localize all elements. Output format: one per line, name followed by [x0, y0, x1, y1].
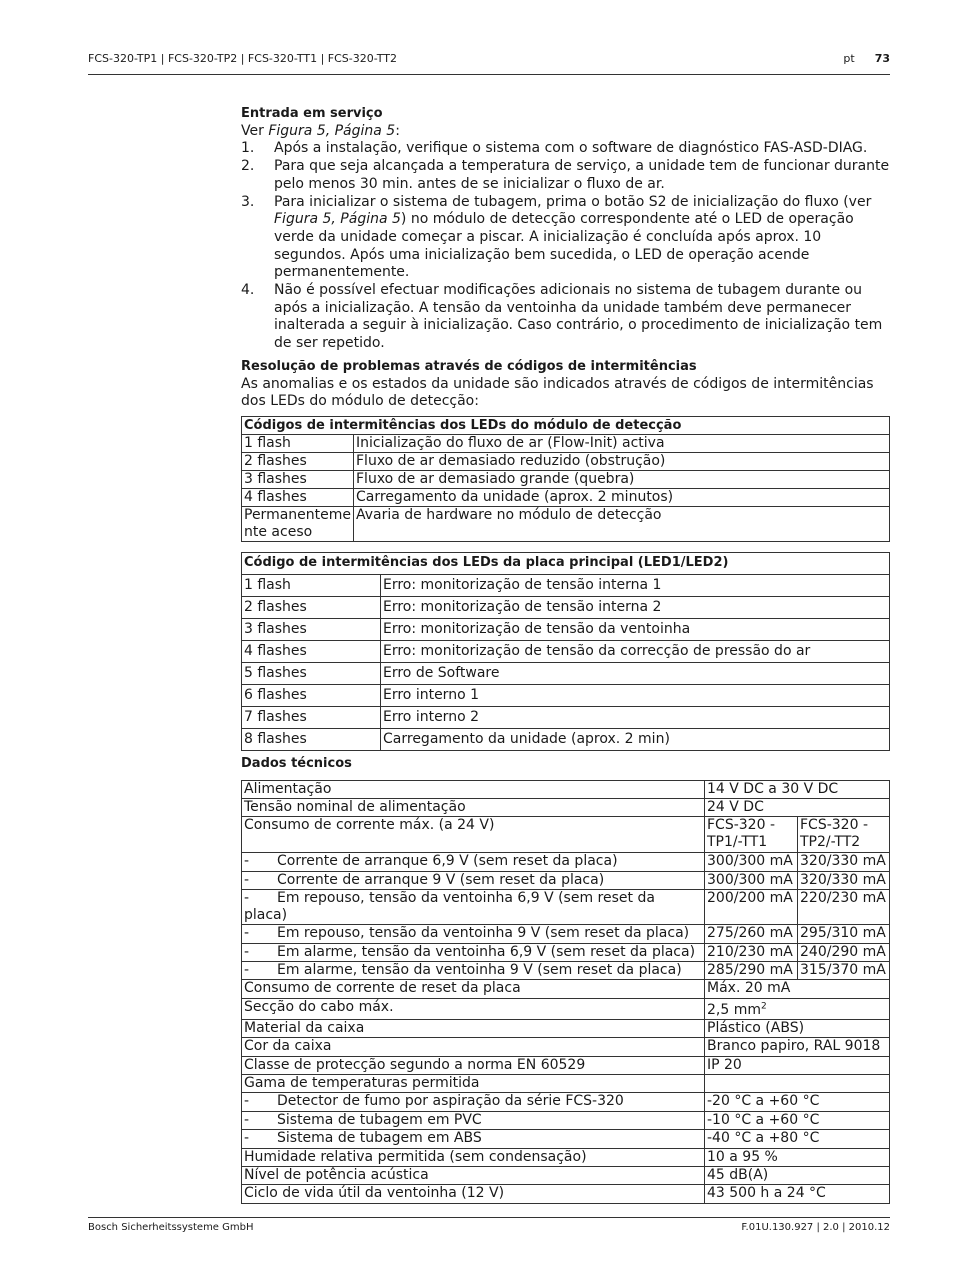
spec-value: 200/200 mA — [705, 890, 798, 925]
table-row — [242, 488, 890, 506]
spec-column-heading: FCS-320 -TP2/-TT2 — [798, 817, 890, 853]
spec-label: Cor da caixa — [242, 1038, 705, 1056]
spec-value: 240/290 mA — [798, 943, 890, 961]
bullet-dash: - — [244, 890, 250, 907]
spec-label: Secção do cabo máx. — [242, 998, 705, 1019]
header-language: pt — [843, 52, 855, 65]
bullet-dash: - — [244, 853, 250, 870]
table-row — [242, 871, 890, 889]
spec-value: Máx. 20 mA — [705, 980, 890, 998]
flash-description: Erro: monitorização de tensão da correcção de pressão do ar — [381, 640, 890, 662]
spec-label-text: Em repouso, tensão da ventoinha 6,9 V (sem reset da placa) — [244, 890, 655, 924]
troubleshooting-heading: Resolução de problemas através de códigos de intermitências — [241, 358, 697, 374]
spec-value: 315/370 mA — [798, 962, 890, 980]
table-row — [242, 596, 890, 618]
table-title: Códigos de intermitências dos LEDs do módulo de detecção — [242, 416, 890, 434]
spec-label — [242, 962, 705, 980]
detection-module-table — [241, 416, 890, 542]
spec-value: 14 V DC a 30 V DC — [705, 780, 890, 798]
table-row — [242, 998, 890, 1019]
list-item — [241, 158, 890, 193]
step-text: Após a instalação, verifique o sistema com o software de diagnóstico FAS-ASD-DIAG. — [274, 140, 868, 157]
tech-data-heading: Dados técnicos — [241, 755, 352, 771]
table-row — [242, 1166, 890, 1184]
flash-code: 2 flashes — [242, 452, 354, 470]
header-models: FCS-320-TP1 | FCS-320-TP2 | FCS-320-TT1 | FCS-320-TT2 — [88, 52, 397, 65]
table-row — [242, 1074, 890, 1092]
table-row — [242, 506, 890, 541]
table-row — [242, 1019, 890, 1037]
commissioning-intro — [241, 123, 890, 141]
flash-code: 4 flashes — [242, 640, 381, 662]
table-row — [242, 684, 890, 706]
spec-label: Consumo de corrente máx. (a 24 V) — [242, 817, 705, 853]
table-row — [242, 452, 890, 470]
step-text: Não é possível efectuar modificações adicionais no sistema de tubagem durante ou após a inicialização. A tensão da ventoinha da unidade também deve permanecer inalterada a seguir à inicialização. Caso contrário, o procedimento de inicialização tem de ser repetido. — [274, 282, 883, 352]
header-page-info — [843, 52, 890, 65]
spec-value: 300/300 mA — [705, 853, 798, 871]
intro-suffix: : — [395, 122, 400, 139]
flash-code: 6 flashes — [242, 684, 381, 706]
flash-description: Erro interno 1 — [381, 684, 890, 706]
table-row — [242, 1038, 890, 1056]
spec-value: 220/230 mA — [798, 890, 890, 925]
table-row — [242, 780, 890, 798]
spec-label-text: Sistema de tubagem em PVC — [277, 1111, 482, 1128]
flash-code: 1 flash — [242, 434, 354, 452]
spec-value: IP 20 — [705, 1056, 890, 1074]
spec-label — [242, 1093, 705, 1111]
table-row — [242, 943, 890, 961]
flash-description: Erro interno 2 — [381, 706, 890, 728]
table-row — [242, 817, 890, 853]
spec-value: 320/330 mA — [798, 871, 890, 889]
commissioning-steps — [241, 140, 890, 352]
tech-data-table — [241, 780, 890, 1204]
spec-label: Humidade relativa permitida (sem condensação) — [242, 1148, 705, 1166]
header-rule — [88, 74, 890, 75]
spec-value: 45 dB(A) — [705, 1166, 890, 1184]
spec-value: 24 V DC — [705, 799, 890, 817]
spec-value: 295/310 mA — [798, 925, 890, 943]
flash-code: 3 flashes — [242, 470, 354, 488]
main-board-table — [241, 552, 890, 751]
table-row — [242, 1093, 890, 1111]
spec-column-heading: FCS-320 -TP1/-TT1 — [705, 817, 798, 853]
step-number: 1. — [241, 140, 255, 157]
table-row — [242, 925, 890, 943]
table-row — [242, 799, 890, 817]
spec-label-text: Sistema de tubagem em ABS — [277, 1130, 482, 1147]
flash-code: 4 flashes — [242, 488, 354, 506]
table-row — [242, 618, 890, 640]
troubleshooting-intro: As anomalias e os estados da unidade são indicados através de códigos de intermitências dos LEDs do módulo de detecção: — [241, 375, 874, 410]
step-number: 4. — [241, 282, 255, 299]
flash-description: Inicialização do fluxo de ar (Flow-Init) activa — [354, 434, 890, 452]
step-text: Para que seja alcançada a temperatura de serviço, a unidade tem de funcionar durante pelo menos 30 min. antes de se inicializar o fluxo de ar. — [274, 158, 890, 192]
spec-label-text: Em alarme, tensão da ventoinha 6,9 V (sem reset da placa) — [277, 943, 696, 960]
bullet-dash: - — [244, 925, 250, 942]
spec-value: 10 a 95 % — [705, 1148, 890, 1166]
spec-value: 300/300 mA — [705, 871, 798, 889]
bullet-dash: - — [244, 943, 250, 960]
flash-description: Avaria de hardware no módulo de detecção — [354, 506, 890, 541]
flash-code: 1 flash — [242, 574, 381, 596]
table-header-row — [242, 416, 890, 434]
spec-label — [242, 1130, 705, 1148]
list-item — [241, 140, 890, 158]
flash-code: 8 flashes — [242, 728, 381, 750]
table-row — [242, 1056, 890, 1074]
step-text-pre: Para inicializar o sistema de tubagem, prima o botão S2 de inicialização do fluxo (ver — [274, 193, 872, 210]
spec-label — [242, 871, 705, 889]
flash-description: Carregamento da unidade (aprox. 2 minutos) — [354, 488, 890, 506]
spec-value: 43 500 h a 24 °C — [705, 1185, 890, 1203]
table-header-row — [242, 552, 890, 574]
table-row — [242, 1111, 890, 1129]
spec-label: Gama de temperaturas permitida — [242, 1074, 705, 1092]
table-row — [242, 470, 890, 488]
table-row — [242, 1148, 890, 1166]
spec-value: -20 °C a +60 °C — [705, 1093, 890, 1111]
cable-unit-superscript: 2 — [761, 1001, 767, 1012]
intro-figure-ref: Figura 5, Página 5 — [268, 122, 396, 139]
table-row — [242, 728, 890, 750]
table-row — [242, 962, 890, 980]
footer-rule — [88, 1217, 890, 1218]
spec-label — [242, 890, 705, 925]
table-row — [242, 890, 890, 925]
flash-description: Erro: monitorização de tensão interna 1 — [381, 574, 890, 596]
spec-label: Tensão nominal de alimentação — [242, 799, 705, 817]
flash-code: 7 flashes — [242, 706, 381, 728]
spec-label: Ciclo de vida útil da ventoinha (12 V) — [242, 1185, 705, 1203]
spec-value: 320/330 mA — [798, 853, 890, 871]
spec-value: Branco papiro, RAL 9018 — [705, 1038, 890, 1056]
footer-document-id: F.01U.130.927 | 2.0 | 2010.12 — [741, 1222, 890, 1233]
spec-value: 210/230 mA — [705, 943, 798, 961]
list-item — [241, 282, 890, 353]
spec-label: Nível de potência acústica — [242, 1166, 705, 1184]
spec-value: 275/260 mA — [705, 925, 798, 943]
step-number: 2. — [241, 158, 255, 175]
flash-description: Erro: monitorização de tensão da ventoinha — [381, 618, 890, 640]
step-text-post: ) no módulo de detecção correspondente até o LED de operação verde da unidade começar a piscar. A inicialização é concluída após aprox. 10 segundos. Após uma inicialização bem sucedida, o LED de operação acende permanentemente. — [274, 211, 854, 281]
bullet-dash: - — [244, 1130, 250, 1147]
spec-label: Material da caixa — [242, 1019, 705, 1037]
table-row — [242, 980, 890, 998]
cable-value: 2,5 mm — [707, 1001, 761, 1018]
table-row — [242, 1130, 890, 1148]
table-row — [242, 853, 890, 871]
flash-code: 2 flashes — [242, 596, 381, 618]
table-row — [242, 574, 890, 596]
flash-code: 5 flashes — [242, 662, 381, 684]
commissioning-heading: Entrada em serviço — [241, 106, 383, 121]
list-item — [241, 194, 890, 283]
spec-value: -40 °C a +80 °C — [705, 1130, 890, 1148]
spec-label-text: Em repouso, tensão da ventoinha 9 V (sem reset da placa) — [277, 925, 690, 942]
bullet-dash: - — [244, 1093, 250, 1110]
intro-prefix: Ver — [241, 122, 269, 139]
spec-label — [242, 853, 705, 871]
table-row — [242, 662, 890, 684]
flash-description: Fluxo de ar demasiado reduzido (obstrução) — [354, 452, 890, 470]
spec-label: Alimentação — [242, 780, 705, 798]
step-figure-ref: Figura 5, Página 5 — [274, 211, 401, 228]
flash-code: Permanenteme nte aceso — [242, 506, 354, 541]
step-number: 3. — [241, 193, 255, 210]
spec-value — [705, 998, 890, 1019]
spec-label — [242, 925, 705, 943]
spec-label: Classe de protecção segundo a norma EN 60529 — [242, 1056, 705, 1074]
spec-value: Plástico (ABS) — [705, 1019, 890, 1037]
flash-description: Erro de Software — [381, 662, 890, 684]
spec-value: 285/290 mA — [705, 962, 798, 980]
table-title: Código de intermitências dos LEDs da placa principal (LED1/LED2) — [242, 552, 890, 574]
flash-code: 3 flashes — [242, 618, 381, 640]
bullet-dash: - — [244, 871, 250, 888]
spec-label-text: Em alarme, tensão da ventoinha 9 V (sem reset da placa) — [277, 962, 682, 978]
spec-value: -10 °C a +60 °C — [705, 1111, 890, 1129]
table-row — [242, 640, 890, 662]
main-content — [241, 105, 890, 1204]
table-row — [242, 434, 890, 452]
spec-label — [242, 943, 705, 961]
spec-label-text: Detector de fumo por aspiração da série FCS-320 — [277, 1093, 624, 1110]
spec-label: Consumo de corrente de reset da placa — [242, 980, 705, 998]
spec-label-text: Corrente de arranque 6,9 V (sem reset da placa) — [277, 853, 618, 870]
flash-description: Fluxo de ar demasiado grande (quebra) — [354, 470, 890, 488]
spec-value — [705, 1074, 890, 1092]
flash-description: Erro: monitorização de tensão interna 2 — [381, 596, 890, 618]
spec-label-text: Corrente de arranque 9 V (sem reset da placa) — [277, 871, 605, 888]
spec-label — [242, 1111, 705, 1129]
bullet-dash: - — [244, 962, 250, 978]
table-row — [242, 1185, 890, 1203]
table-row — [242, 706, 890, 728]
bullet-dash: - — [244, 1111, 250, 1128]
page-number: 73 — [874, 52, 890, 65]
flash-description: Carregamento da unidade (aprox. 2 min) — [381, 728, 890, 750]
footer-company: Bosch Sicherheitssysteme GmbH — [88, 1222, 254, 1233]
